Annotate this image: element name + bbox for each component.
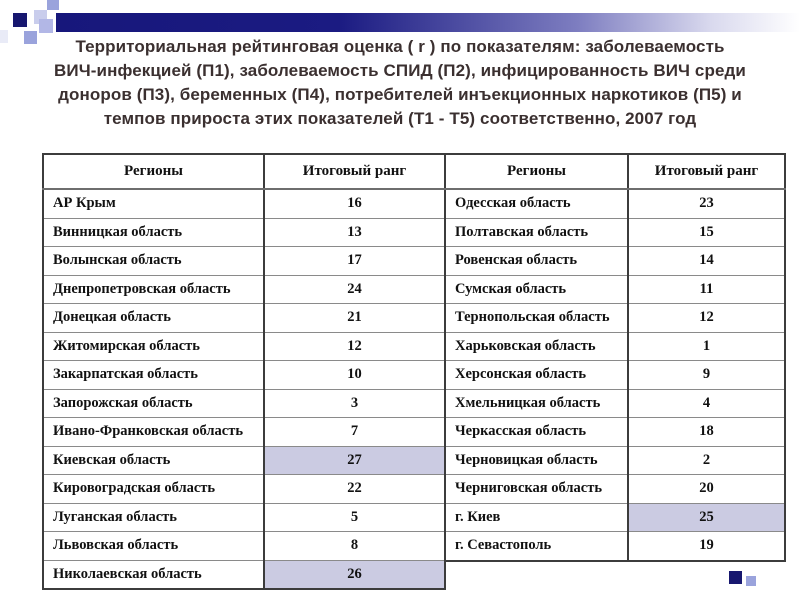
table-row — [43, 218, 445, 247]
rank-cell: 10 — [264, 361, 445, 390]
rank-cell: 17 — [264, 247, 445, 276]
table-row — [445, 304, 785, 333]
region-cell: Донецкая область — [43, 304, 264, 333]
table-row — [445, 475, 785, 504]
table-row — [445, 389, 785, 418]
rank-cell: 1 — [628, 332, 785, 361]
decor-square-navy — [13, 13, 27, 27]
table-row — [43, 361, 445, 390]
rank-cell: 11 — [628, 275, 785, 304]
title-line: ВИЧ-инфекцией (П1), заболеваемость СПИД (П2), инфицированность ВИЧ среди — [54, 61, 746, 80]
table-row — [43, 247, 445, 276]
table-row — [43, 446, 445, 475]
region-cell: Одесская область — [445, 189, 628, 218]
regions-header: Регионы — [445, 154, 628, 189]
region-cell: Хмельницкая область — [445, 389, 628, 418]
table-row — [445, 503, 785, 532]
region-cell: Николаевская область — [43, 560, 264, 589]
region-cell: г. Киев — [445, 503, 628, 532]
rank-cell: 14 — [628, 247, 785, 276]
ranking-table-right — [444, 153, 786, 562]
region-cell: г. Севастополь — [445, 532, 628, 561]
table-row — [43, 532, 445, 561]
region-cell: Тернопольская область — [445, 304, 628, 333]
table-row — [445, 446, 785, 475]
table-row — [43, 560, 445, 589]
region-cell: Днепропетровская область — [43, 275, 264, 304]
region-cell: Черновицкая область — [445, 446, 628, 475]
region-cell: Харьковская область — [445, 332, 628, 361]
region-cell: Закарпатская область — [43, 361, 264, 390]
table-row — [445, 332, 785, 361]
ranking-table-left — [42, 153, 446, 590]
rank-cell: 27 — [264, 446, 445, 475]
table-row — [43, 389, 445, 418]
decor-square-top — [47, 0, 59, 10]
table-row — [445, 247, 785, 276]
region-cell: Херсонская область — [445, 361, 628, 390]
region-cell: Житомирская область — [43, 332, 264, 361]
table-row — [43, 189, 445, 218]
table-row — [445, 275, 785, 304]
rank-cell: 2 — [628, 446, 785, 475]
region-cell: Ивано-Франковская область — [43, 418, 264, 447]
table-row — [43, 304, 445, 333]
rank-cell: 7 — [264, 418, 445, 447]
slide-title — [30, 35, 770, 131]
rank-cell: 3 — [264, 389, 445, 418]
region-cell: АР Крым — [43, 189, 264, 218]
rank-cell: 4 — [628, 389, 785, 418]
rank-cell: 12 — [264, 332, 445, 361]
rank-cell: 15 — [628, 218, 785, 247]
decor-square-bottom-light — [746, 576, 756, 586]
rank-cell: 18 — [628, 418, 785, 447]
regions-header: Регионы — [43, 154, 264, 189]
decor-square-mid — [39, 19, 53, 33]
table-row — [445, 532, 785, 561]
title-line: темпов прироста этих показателей (Т1 - Т5) соответственно, 2007 год — [103, 109, 697, 128]
title-line: Территориальная рейтинговая оценка ( r ) по показателям: заболеваемость — [75, 37, 725, 56]
table-row — [445, 218, 785, 247]
table-row — [43, 503, 445, 532]
rank-cell: 12 — [628, 304, 785, 333]
rank-cell: 8 — [264, 532, 445, 561]
rank-cell: 26 — [264, 560, 445, 589]
header-gradient-bar — [56, 13, 800, 32]
region-cell: Ровенская область — [445, 247, 628, 276]
rank-cell: 21 — [264, 304, 445, 333]
rank-cell: 16 — [264, 189, 445, 218]
region-cell: Киевская область — [43, 446, 264, 475]
table-row — [43, 275, 445, 304]
table-header-row — [445, 154, 785, 189]
table-row — [445, 418, 785, 447]
region-cell: Полтавская область — [445, 218, 628, 247]
table-header-row — [43, 154, 445, 189]
region-cell: Сумская область — [445, 275, 628, 304]
table-row — [445, 361, 785, 390]
region-cell: Запорожская область — [43, 389, 264, 418]
decor-square-bottom-navy — [729, 571, 742, 584]
rank-cell: 24 — [264, 275, 445, 304]
rank-header: Итоговый ранг — [628, 154, 785, 189]
rank-cell: 13 — [264, 218, 445, 247]
rank-cell: 9 — [628, 361, 785, 390]
region-cell: Волынская область — [43, 247, 264, 276]
rank-cell: 23 — [628, 189, 785, 218]
rank-cell: 25 — [628, 503, 785, 532]
rank-cell: 20 — [628, 475, 785, 504]
region-cell: Кировоградская область — [43, 475, 264, 504]
region-cell: Черниговская область — [445, 475, 628, 504]
table-row — [43, 475, 445, 504]
table-row — [43, 418, 445, 447]
table-row — [445, 189, 785, 218]
region-cell: Луганская область — [43, 503, 264, 532]
rank-cell: 19 — [628, 532, 785, 561]
title-line: доноров (П3), беременных (П4), потребителей инъекционных наркотиков (П5) и — [58, 85, 742, 104]
table-row — [43, 332, 445, 361]
region-cell: Львовская область — [43, 532, 264, 561]
decor-square-faint — [0, 30, 8, 43]
rank-cell: 22 — [264, 475, 445, 504]
rank-cell: 5 — [264, 503, 445, 532]
region-cell: Винницкая область — [43, 218, 264, 247]
rank-header: Итоговый ранг — [264, 154, 445, 189]
region-cell: Черкасская область — [445, 418, 628, 447]
